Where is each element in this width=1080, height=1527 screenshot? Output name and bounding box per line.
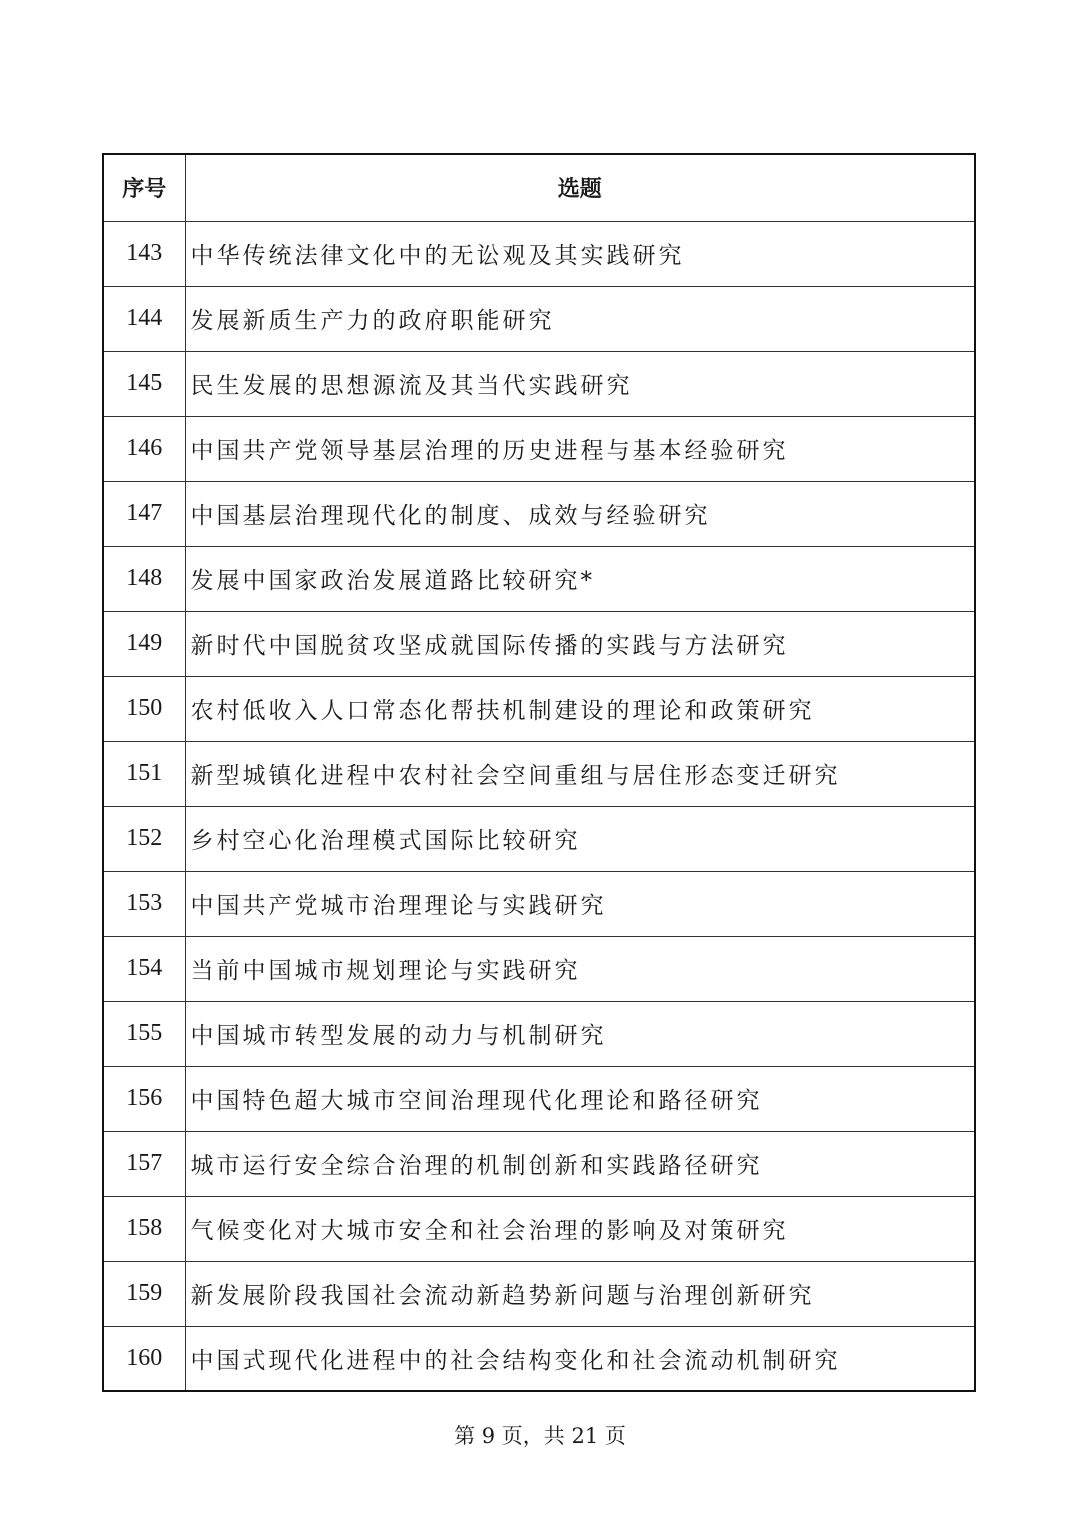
row-topic: 中国共产党领导基层治理的历史进程与基本经验研究 xyxy=(185,416,975,481)
table-row xyxy=(103,416,975,481)
row-topic: 中国基层治理现代化的制度、成效与经验研究 xyxy=(185,481,975,546)
row-number: 158 xyxy=(103,1196,185,1261)
row-number: 157 xyxy=(103,1131,185,1196)
table-row xyxy=(103,676,975,741)
row-number: 155 xyxy=(103,1001,185,1066)
row-number: 145 xyxy=(103,351,185,416)
table-row xyxy=(103,741,975,806)
row-topic: 中国式现代化进程中的社会结构变化和社会流动机制研究 xyxy=(185,1326,975,1391)
row-number: 148 xyxy=(103,546,185,611)
row-topic: 农村低收入人口常态化帮扶机制建设的理论和政策研究 xyxy=(185,676,975,741)
row-number: 160 xyxy=(103,1326,185,1391)
row-topic: 民生发展的思想源流及其当代实践研究 xyxy=(185,351,975,416)
row-topic: 当前中国城市规划理论与实践研究 xyxy=(185,936,975,1001)
row-topic: 中国共产党城市治理理论与实践研究 xyxy=(185,871,975,936)
table-body xyxy=(103,221,975,1391)
table-row xyxy=(103,806,975,871)
table-row xyxy=(103,351,975,416)
row-number: 154 xyxy=(103,936,185,1001)
row-number: 143 xyxy=(103,221,185,286)
row-topic: 城市运行安全综合治理的机制创新和实践路径研究 xyxy=(185,1131,975,1196)
row-topic: 新发展阶段我国社会流动新趋势新问题与治理创新研究 xyxy=(185,1261,975,1326)
row-topic: 乡村空心化治理模式国际比较研究 xyxy=(185,806,975,871)
row-topic: 中华传统法律文化中的无讼观及其实践研究 xyxy=(185,221,975,286)
table-row xyxy=(103,1001,975,1066)
table-row xyxy=(103,221,975,286)
table-row xyxy=(103,481,975,546)
header-topic: 选题 xyxy=(185,154,975,221)
header-serial-number: 序号 xyxy=(103,154,185,221)
row-number: 151 xyxy=(103,741,185,806)
table-row xyxy=(103,1066,975,1131)
row-number: 156 xyxy=(103,1066,185,1131)
table-header-row xyxy=(103,154,975,221)
row-number: 153 xyxy=(103,871,185,936)
row-number: 152 xyxy=(103,806,185,871)
row-topic: 发展新质生产力的政府职能研究 xyxy=(185,286,975,351)
table-row xyxy=(103,1326,975,1391)
table-row xyxy=(103,1261,975,1326)
row-number: 147 xyxy=(103,481,185,546)
row-number: 159 xyxy=(103,1261,185,1326)
topic-table xyxy=(102,153,976,1392)
table-row xyxy=(103,286,975,351)
row-number: 146 xyxy=(103,416,185,481)
row-number: 150 xyxy=(103,676,185,741)
table-row xyxy=(103,936,975,1001)
row-number: 149 xyxy=(103,611,185,676)
page-number-footer: 第 9 页，共 21 页 xyxy=(454,1424,626,1448)
table-row xyxy=(103,871,975,936)
row-topic: 中国特色超大城市空间治理现代化理论和路径研究 xyxy=(185,1066,975,1131)
row-topic: 气候变化对大城市安全和社会治理的影响及对策研究 xyxy=(185,1196,975,1261)
row-topic: 中国城市转型发展的动力与机制研究 xyxy=(185,1001,975,1066)
table-row xyxy=(103,546,975,611)
table-row xyxy=(103,1196,975,1261)
row-topic: 新型城镇化进程中农村社会空间重组与居住形态变迁研究 xyxy=(185,741,975,806)
row-topic: 新时代中国脱贫攻坚成就国际传播的实践与方法研究 xyxy=(185,611,975,676)
table-row xyxy=(103,1131,975,1196)
row-number: 144 xyxy=(103,286,185,351)
table-row xyxy=(103,611,975,676)
row-topic: 发展中国家政治发展道路比较研究* xyxy=(185,546,975,611)
